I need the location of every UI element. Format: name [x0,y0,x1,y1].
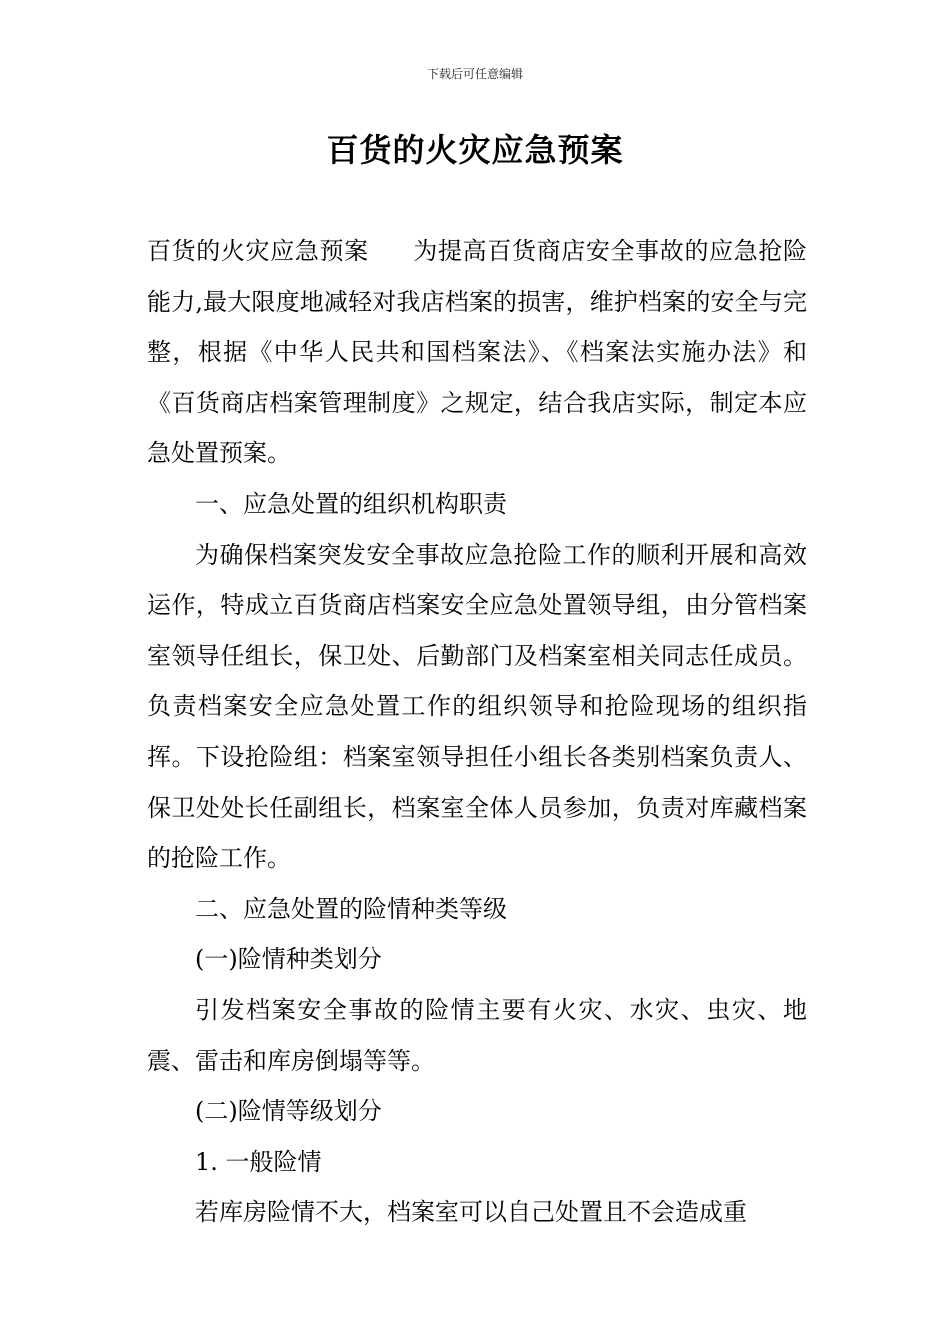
paragraph-intro [147,226,807,479]
paragraph: 若库房险情不大，档案室可以自己处置且不会造成重 [195,1198,747,1227]
list-item-heading: 1. 一般险情 [195,1147,322,1176]
document-title: 百货的火灾应急预案 [326,131,624,169]
paragraph: 为确保档案突发安全事故应急抢险工作的顺利开展和高效运作，特成立百货商店档案安全应急处置领导组，由分管档案室领导任组长，保卫处、后勤部门及档案室相关同志任成员。负责档案安全应急处置工作的组织领导和抢险现场的组织指挥。下设抢险组：档案室领导担任小组长各类别档案负责人、保卫处处长任副组长，档案室全体人员参加，负责对库藏档案的抢险工作。 [147,540,807,873]
subsection-heading: (二)险情等级划分 [195,1097,382,1126]
header-note: 下载后可任意编辑 [426,67,523,81]
paragraph: 引发档案安全事故的险情主要有火灾、水灾、虫灾、地震、雷击和库房倒塌等等。 [147,995,807,1075]
paragraph-text: 为提高百货商店安全事故的应急抢险能力,最大限度地减轻对我店档案的损害，维护档案的安全与完整，根据《中华人民共和国档案法》、《档案法实施办法》和《百货商店档案管理制度》之规定，结合我店实际，制定本应急处置预案。 [147,237,808,468]
section-heading-2: 二、应急处置的险情种类等级 [195,894,507,923]
section-heading-1: 一、应急处置的组织机构职责 [195,489,507,518]
document-body [147,226,807,1238]
subsection-heading: (一)险情种类划分 [195,945,382,974]
paragraph-lead: 百货的火灾应急预案 [147,237,369,265]
